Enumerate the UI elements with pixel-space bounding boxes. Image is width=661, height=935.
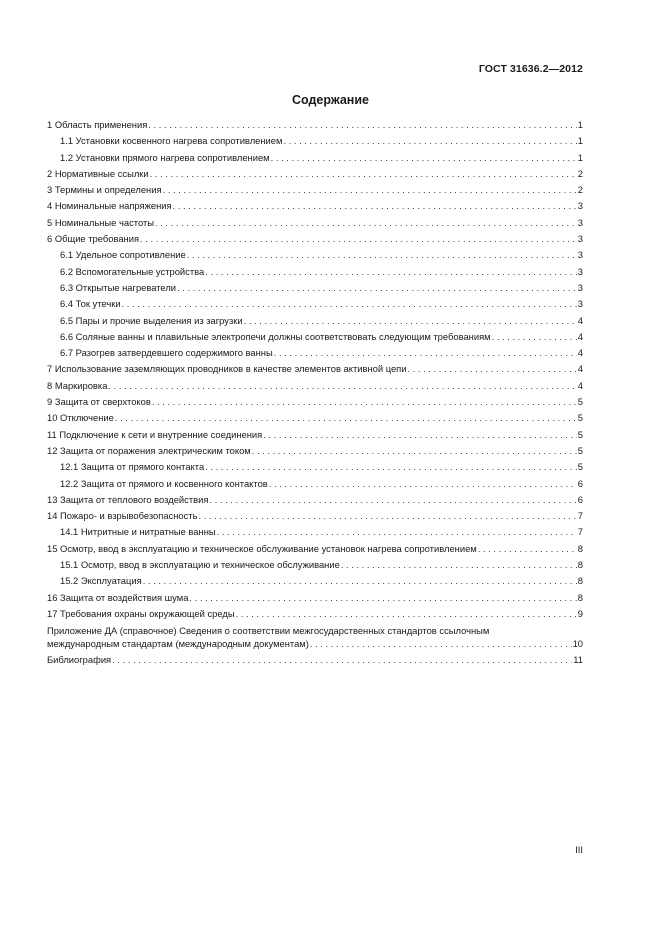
dot-leader xyxy=(152,394,577,410)
toc-entry[interactable] xyxy=(47,410,583,426)
dot-leader xyxy=(187,247,577,263)
toc-entry-label: 9 Защита от сверхтоков xyxy=(47,396,151,408)
toc-entry[interactable] xyxy=(47,150,583,166)
toc-entry-annex[interactable] xyxy=(47,624,583,650)
toc-entry-label: 1.2 Установки прямого нагрева сопротивлением xyxy=(60,151,270,163)
toc-entry[interactable] xyxy=(47,652,583,668)
dot-leader xyxy=(492,329,577,345)
dot-leader xyxy=(217,524,577,540)
dot-leader xyxy=(271,150,577,166)
dot-leader xyxy=(252,443,577,459)
dot-leader xyxy=(177,280,577,296)
toc-entry-page: 8 xyxy=(577,559,583,571)
toc-entry-label: 12.2 Защита от прямого и косвенного контактов xyxy=(60,477,268,489)
dot-leader xyxy=(244,313,577,329)
toc-entry-label: 11 Подключение к сети и внутренние соединения xyxy=(47,428,263,440)
dot-leader xyxy=(283,133,576,149)
toc-entry[interactable] xyxy=(47,231,583,247)
dot-leader xyxy=(173,198,577,214)
document-code: ГОСТ 31636.2—2012 xyxy=(478,63,583,75)
toc-entry-page: 4 xyxy=(577,363,583,375)
dot-leader xyxy=(205,264,577,280)
dot-leader xyxy=(274,345,577,361)
toc-entry[interactable] xyxy=(47,524,583,540)
toc-entry-page: 5 xyxy=(577,412,583,424)
toc-entry-page: 10 xyxy=(572,638,583,650)
toc-entry-label: 10 Отключение xyxy=(47,412,114,424)
toc-entry[interactable] xyxy=(47,427,583,443)
toc-entry-label: 16 Защита от воздействия шума xyxy=(47,591,189,603)
toc-entry-page: 5 xyxy=(577,444,583,456)
toc-entry-label: 12 Защита от поражения электрическим током xyxy=(47,444,251,456)
toc-entry[interactable] xyxy=(47,313,583,329)
dot-leader xyxy=(150,166,577,182)
toc-entry-label: 5 Номинальные частоты xyxy=(47,216,154,228)
toc-entry[interactable] xyxy=(47,117,583,133)
toc-entry-page: 3 xyxy=(577,265,583,277)
dot-leader xyxy=(155,215,577,231)
toc-entry-label: 6.2 Вспомогательные устройства xyxy=(60,265,205,277)
toc-entry[interactable] xyxy=(47,329,583,345)
toc-entry[interactable] xyxy=(47,182,583,198)
toc-entry-label: Приложение ДА (справочное) Сведения о соответствии межгосударственных стандартов ссылочным xyxy=(47,625,490,637)
toc-entry[interactable] xyxy=(47,476,583,492)
toc-entry[interactable] xyxy=(47,443,583,459)
toc-entry-label: 6.6 Соляные ванны и плавильные электропечи должны соответствовать следующим требованиям xyxy=(60,330,491,342)
toc-entry[interactable] xyxy=(47,508,583,524)
toc-entry-page: 3 xyxy=(577,216,583,228)
dot-leader xyxy=(269,476,577,492)
dot-leader xyxy=(199,508,577,524)
toc-entry[interactable] xyxy=(47,459,583,475)
toc-entry-label: 15.2 Эксплуатация xyxy=(60,575,142,587)
toc-entry-page: 3 xyxy=(577,281,583,293)
table-of-contents xyxy=(47,117,583,669)
toc-entry-label: международным стандартам (международным документам) xyxy=(47,638,309,650)
dot-leader xyxy=(209,492,576,508)
dot-leader xyxy=(115,410,577,426)
toc-entry-label: 14 Пожаро- и взрывобезопасность xyxy=(47,510,198,522)
toc-entry-page: 11 xyxy=(573,654,583,666)
page-number: III xyxy=(575,845,583,856)
toc-entry[interactable] xyxy=(47,590,583,606)
toc-entry-label: 8 Маркировка xyxy=(47,379,108,391)
dot-leader xyxy=(143,573,577,589)
toc-entry[interactable] xyxy=(47,247,583,263)
toc-entry[interactable] xyxy=(47,215,583,231)
toc-entry-page: 4 xyxy=(577,330,583,342)
toc-entry-label: 17 Требования охраны окружающей среды xyxy=(47,607,235,619)
toc-entry[interactable] xyxy=(47,361,583,377)
dot-leader xyxy=(205,459,577,475)
toc-entry-page: 1 xyxy=(577,151,583,163)
toc-entry[interactable] xyxy=(47,264,583,280)
toc-entry-page: 1 xyxy=(577,135,583,147)
toc-entry-label: 6.1 Удельное сопротивление xyxy=(60,249,186,261)
toc-entry[interactable] xyxy=(47,573,583,589)
toc-entry-page: 3 xyxy=(577,298,583,310)
toc-entry[interactable] xyxy=(47,198,583,214)
toc-entry-page: 9 xyxy=(577,607,583,619)
toc-entry-page: 8 xyxy=(577,575,583,587)
dot-leader xyxy=(236,606,577,622)
toc-entry-page: 7 xyxy=(577,526,583,538)
toc-entry-label: 14.1 Нитритные и нитратные ванны xyxy=(60,526,216,538)
toc-entry-page: 4 xyxy=(577,379,583,391)
toc-entry-page: 3 xyxy=(577,249,583,261)
toc-entry[interactable] xyxy=(47,133,583,149)
toc-entry[interactable] xyxy=(47,378,583,394)
toc-entry-page: 1 xyxy=(577,119,583,130)
dot-leader xyxy=(310,637,572,650)
dot-leader xyxy=(341,557,577,573)
dot-leader xyxy=(108,378,576,394)
toc-entry[interactable] xyxy=(47,394,583,410)
toc-entry-label: 6.7 Разогрев затвердевшего содержимого ванны xyxy=(60,347,273,359)
toc-entry-page: 5 xyxy=(577,428,583,440)
dot-leader xyxy=(163,182,577,198)
toc-entry-page: 5 xyxy=(577,396,583,408)
toc-entry-page: 8 xyxy=(577,542,583,554)
toc-entry[interactable] xyxy=(47,345,583,361)
toc-entry-label: 1 Область применения xyxy=(47,119,148,130)
toc-entry[interactable] xyxy=(47,557,583,573)
toc-entry-label: 1.1 Установки косвенного нагрева сопротивлением xyxy=(60,135,283,147)
toc-entry-label: 15.1 Осмотр, ввод в эксплуатацию и техническое обслуживание xyxy=(60,559,340,571)
toc-entry-page: 3 xyxy=(577,233,583,245)
toc-entry-label: 7 Использование заземляющих проводников в качестве элементов активной цепи xyxy=(47,363,407,375)
toc-entry-page: 3 xyxy=(577,200,583,212)
dot-leader xyxy=(122,296,577,312)
toc-entry-page: 5 xyxy=(577,461,583,473)
dot-leader xyxy=(189,590,576,606)
toc-entry[interactable] xyxy=(47,606,583,622)
toc-entry-label: 6.5 Пары и прочие выделения из загрузки xyxy=(60,314,243,326)
toc-entry-label: 6 Общие требования xyxy=(47,233,140,245)
toc-entry-label: 6.3 Открытые нагреватели xyxy=(60,281,177,293)
toc-entry-label: 12.1 Защита от прямого контакта xyxy=(60,461,205,473)
toc-entry-label: 4 Номинальные напряжения xyxy=(47,200,172,212)
dot-leader xyxy=(140,231,577,247)
dot-leader xyxy=(112,652,572,668)
dot-leader xyxy=(407,361,576,377)
toc-entry[interactable] xyxy=(47,166,583,182)
toc-entry-page: 2 xyxy=(577,167,583,179)
dot-leader xyxy=(148,117,576,133)
dot-leader xyxy=(263,427,577,443)
toc-entry-label: 3 Термины и определения xyxy=(47,184,162,196)
toc-entry-page: 2 xyxy=(577,184,583,196)
toc-entry-page: 7 xyxy=(577,510,583,522)
toc-entry[interactable] xyxy=(47,492,583,508)
toc-entry-page: 6 xyxy=(577,477,583,489)
toc-entry-page: 8 xyxy=(577,591,583,603)
toc-entry-page: 4 xyxy=(577,314,583,326)
toc-entry-page: 4 xyxy=(577,347,583,359)
toc-entry[interactable] xyxy=(47,280,583,296)
toc-entry-label: 6.4 Ток утечки xyxy=(60,298,121,310)
toc-title: Содержание xyxy=(291,93,369,107)
toc-entry-label: 13 Защита от теплового воздействия xyxy=(47,493,209,505)
toc-entry[interactable] xyxy=(47,541,583,557)
toc-entry-label: 2 Нормативные ссылки xyxy=(47,167,149,179)
toc-entry-label: Библиография xyxy=(47,654,112,666)
dot-leader xyxy=(478,541,577,557)
toc-entry[interactable] xyxy=(47,296,583,312)
toc-entry-page: 6 xyxy=(577,493,583,505)
toc-entry-label: 15 Осмотр, ввод в эксплуатацию и техническое обслуживание установок нагрева сопротивлением xyxy=(47,542,477,554)
